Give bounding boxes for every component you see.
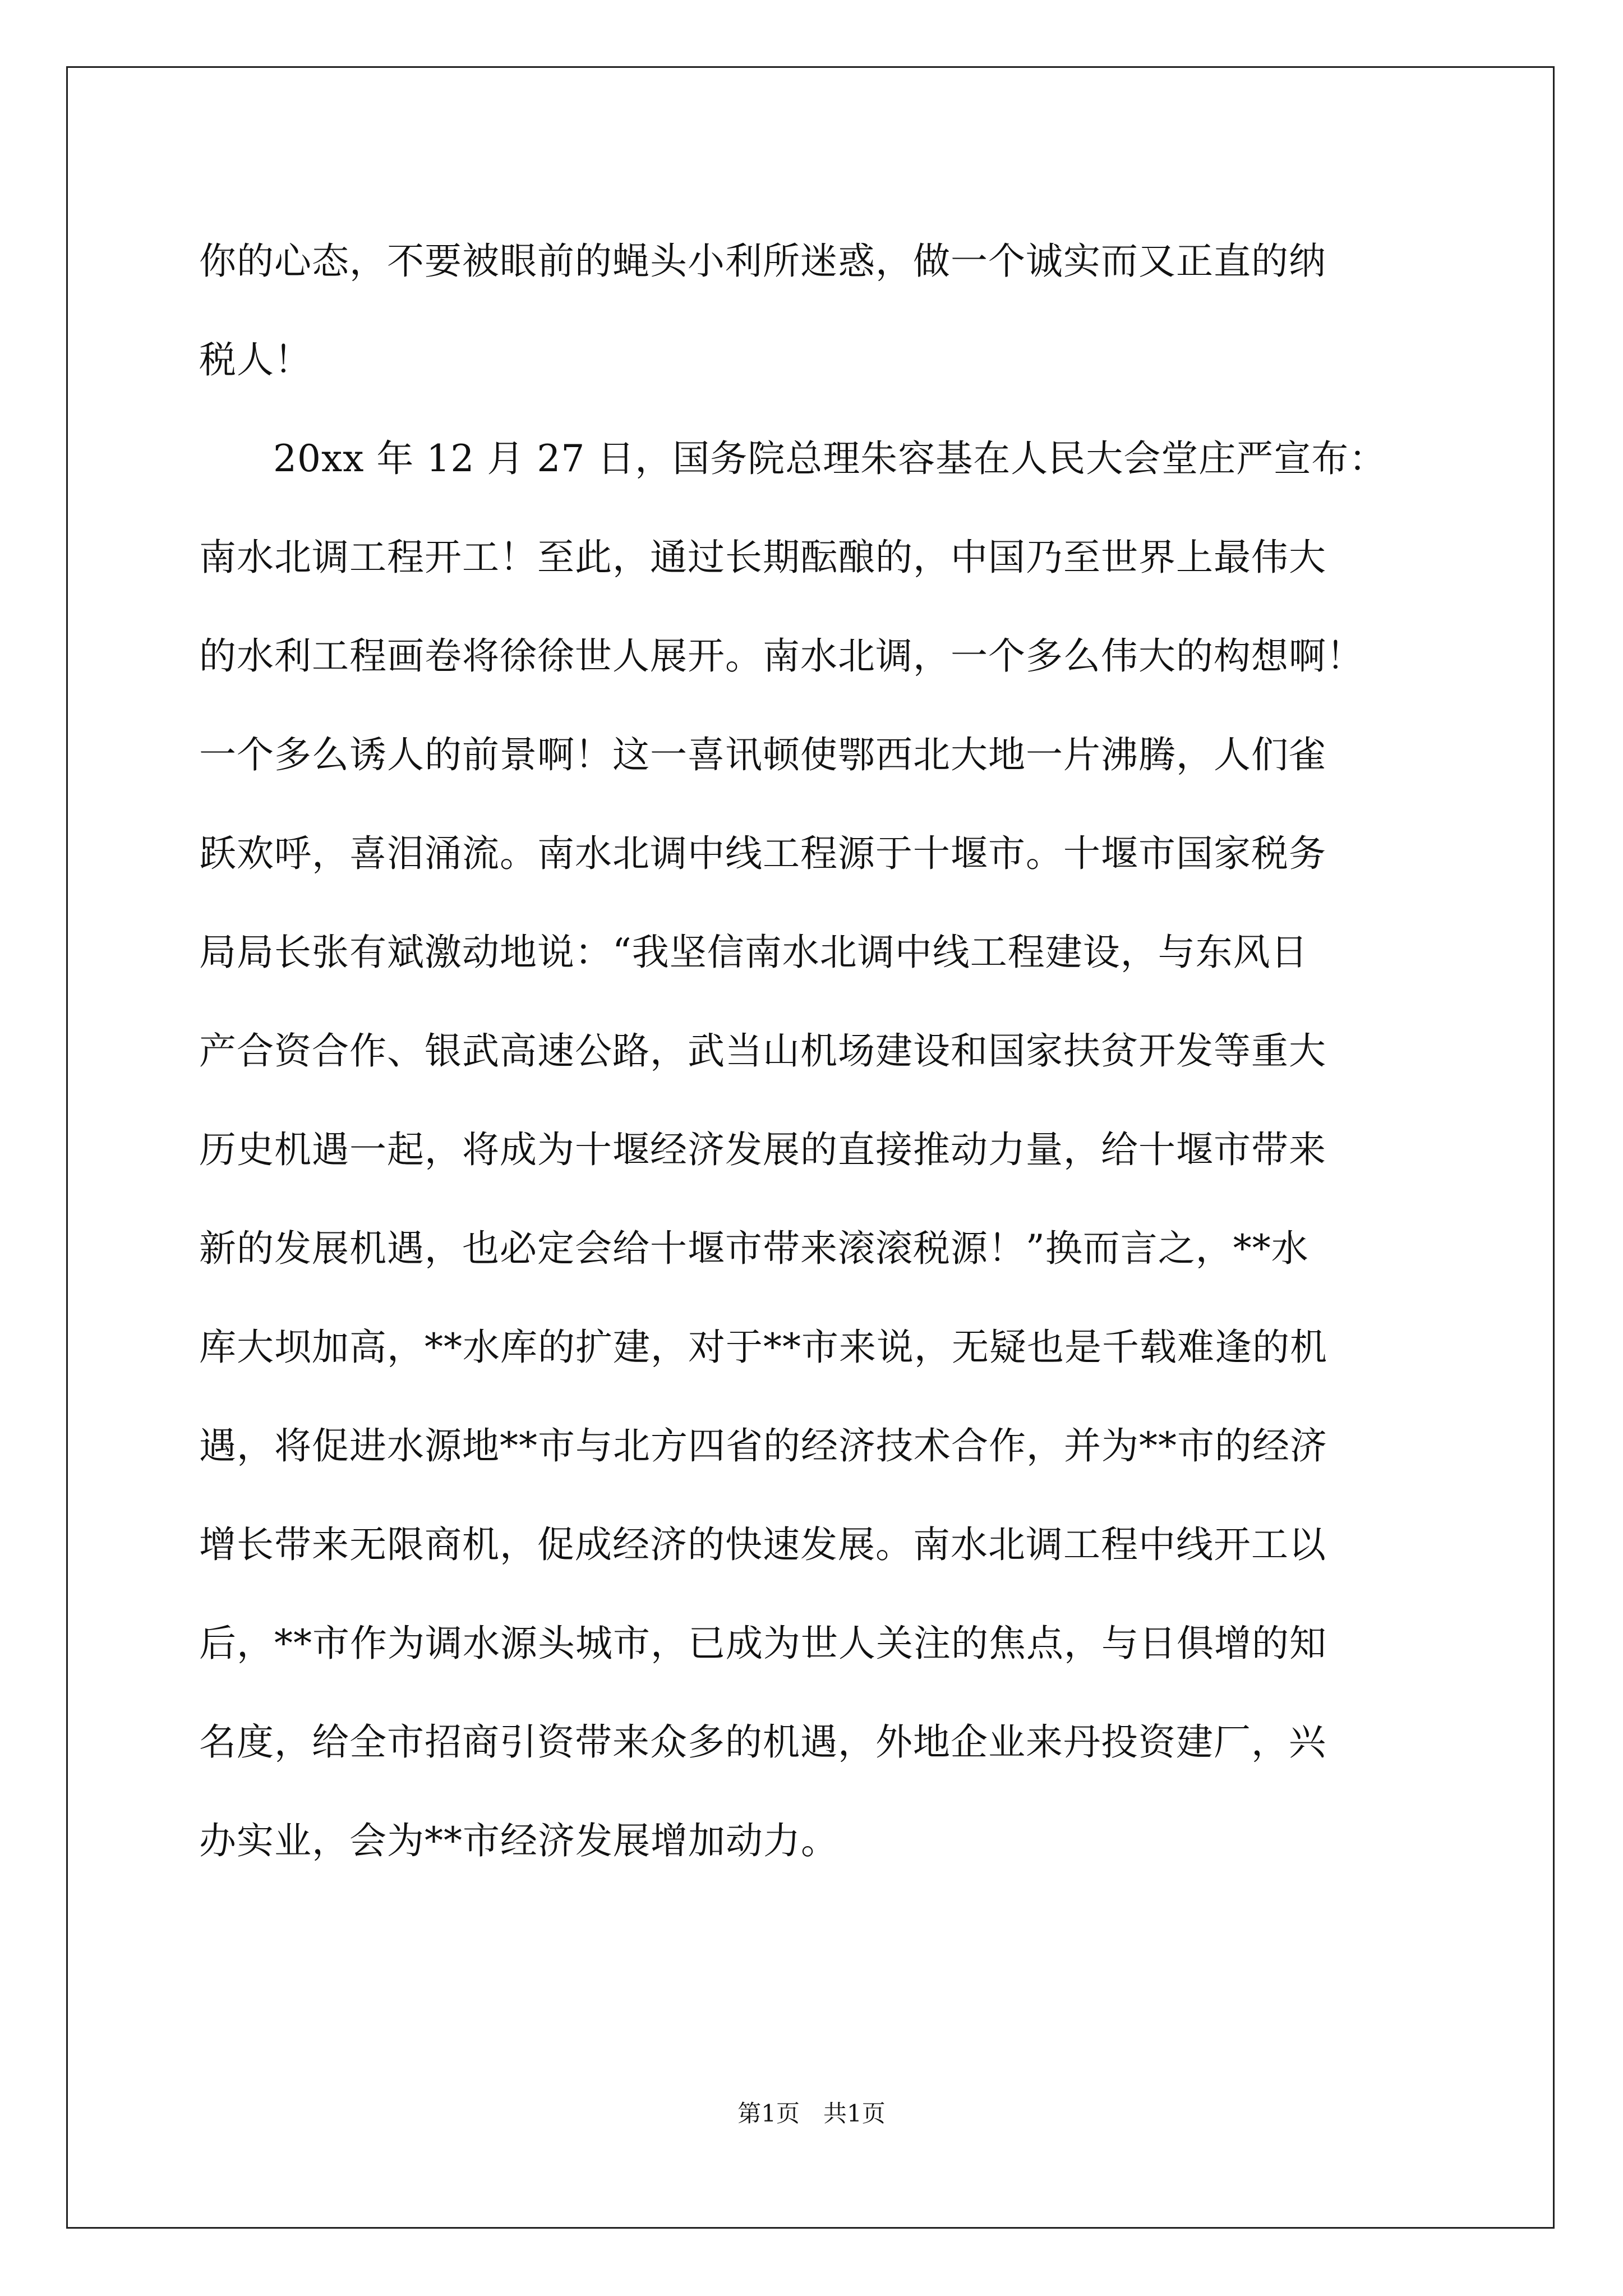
text-line: 增长带来无限商机，促成经济的快速发展。南水北调工程中线开工以 <box>199 1523 1326 1566</box>
text-line: 遇，将促进水源地**市与北方四省的经济技术合作，并为**市的经济 <box>199 1424 1327 1467</box>
text-line: 名度，给全市招商引资带来众多的机遇，外地企业来丹投资建厂，兴 <box>199 1720 1326 1764</box>
text-line: 的水利工程画卷将徐徐世人展开。南水北调，一个多么伟大的构想啊！ <box>199 634 1364 678</box>
text-line: 局局长张有斌激动地说：“我坚信南水北调中线工程建设，与东风日 <box>199 931 1308 974</box>
page-number-footer: 第1页 共1页 <box>737 2100 886 2127</box>
text-line: 南水北调工程开工！至此，通过长期酝酿的，中国乃至世界上最伟大 <box>199 536 1326 579</box>
text-line: 历史机遇一起，将成为十堰经济发展的直接推动力量，给十堰市带来 <box>199 1128 1326 1171</box>
paragraph-first-line: 20xx 年 12 月 27 日，国务院总理朱容基在人民大会堂庄严宣布： <box>273 437 1387 480</box>
text-line: 办实业，会为**市经济发展增加动力。 <box>199 1819 838 1862</box>
text-line: 后，**市作为调水源头城市，已成为世人关注的焦点，与日俱增的知 <box>199 1622 1327 1665</box>
text-line: 你的心态，不要被眼前的蝇头小利所迷惑，做一个诚实而又正直的纳 <box>199 240 1326 283</box>
text-line: 库大坝加高，**水库的扩建，对于**市来说，无疑也是千载难逢的机 <box>199 1326 1327 1369</box>
document-body <box>199 212 1399 1890</box>
text-line: 新的发展机遇，也必定会给十堰市带来滚滚税源！”换而言之，**水 <box>199 1227 1309 1270</box>
text-line: 一个多么诱人的前景啊！这一喜讯顿使鄂西北大地一片沸腾，人们雀 <box>199 733 1326 776</box>
text-line: 跃欢呼，喜泪涌流。南水北调中线工程源于十堰市。十堰市国家税务 <box>199 832 1326 875</box>
text-line: 产合资合作、银武高速公路，武当山机场建设和国家扶贫开发等重大 <box>199 1029 1326 1073</box>
text-line: 税人！ <box>199 338 312 381</box>
